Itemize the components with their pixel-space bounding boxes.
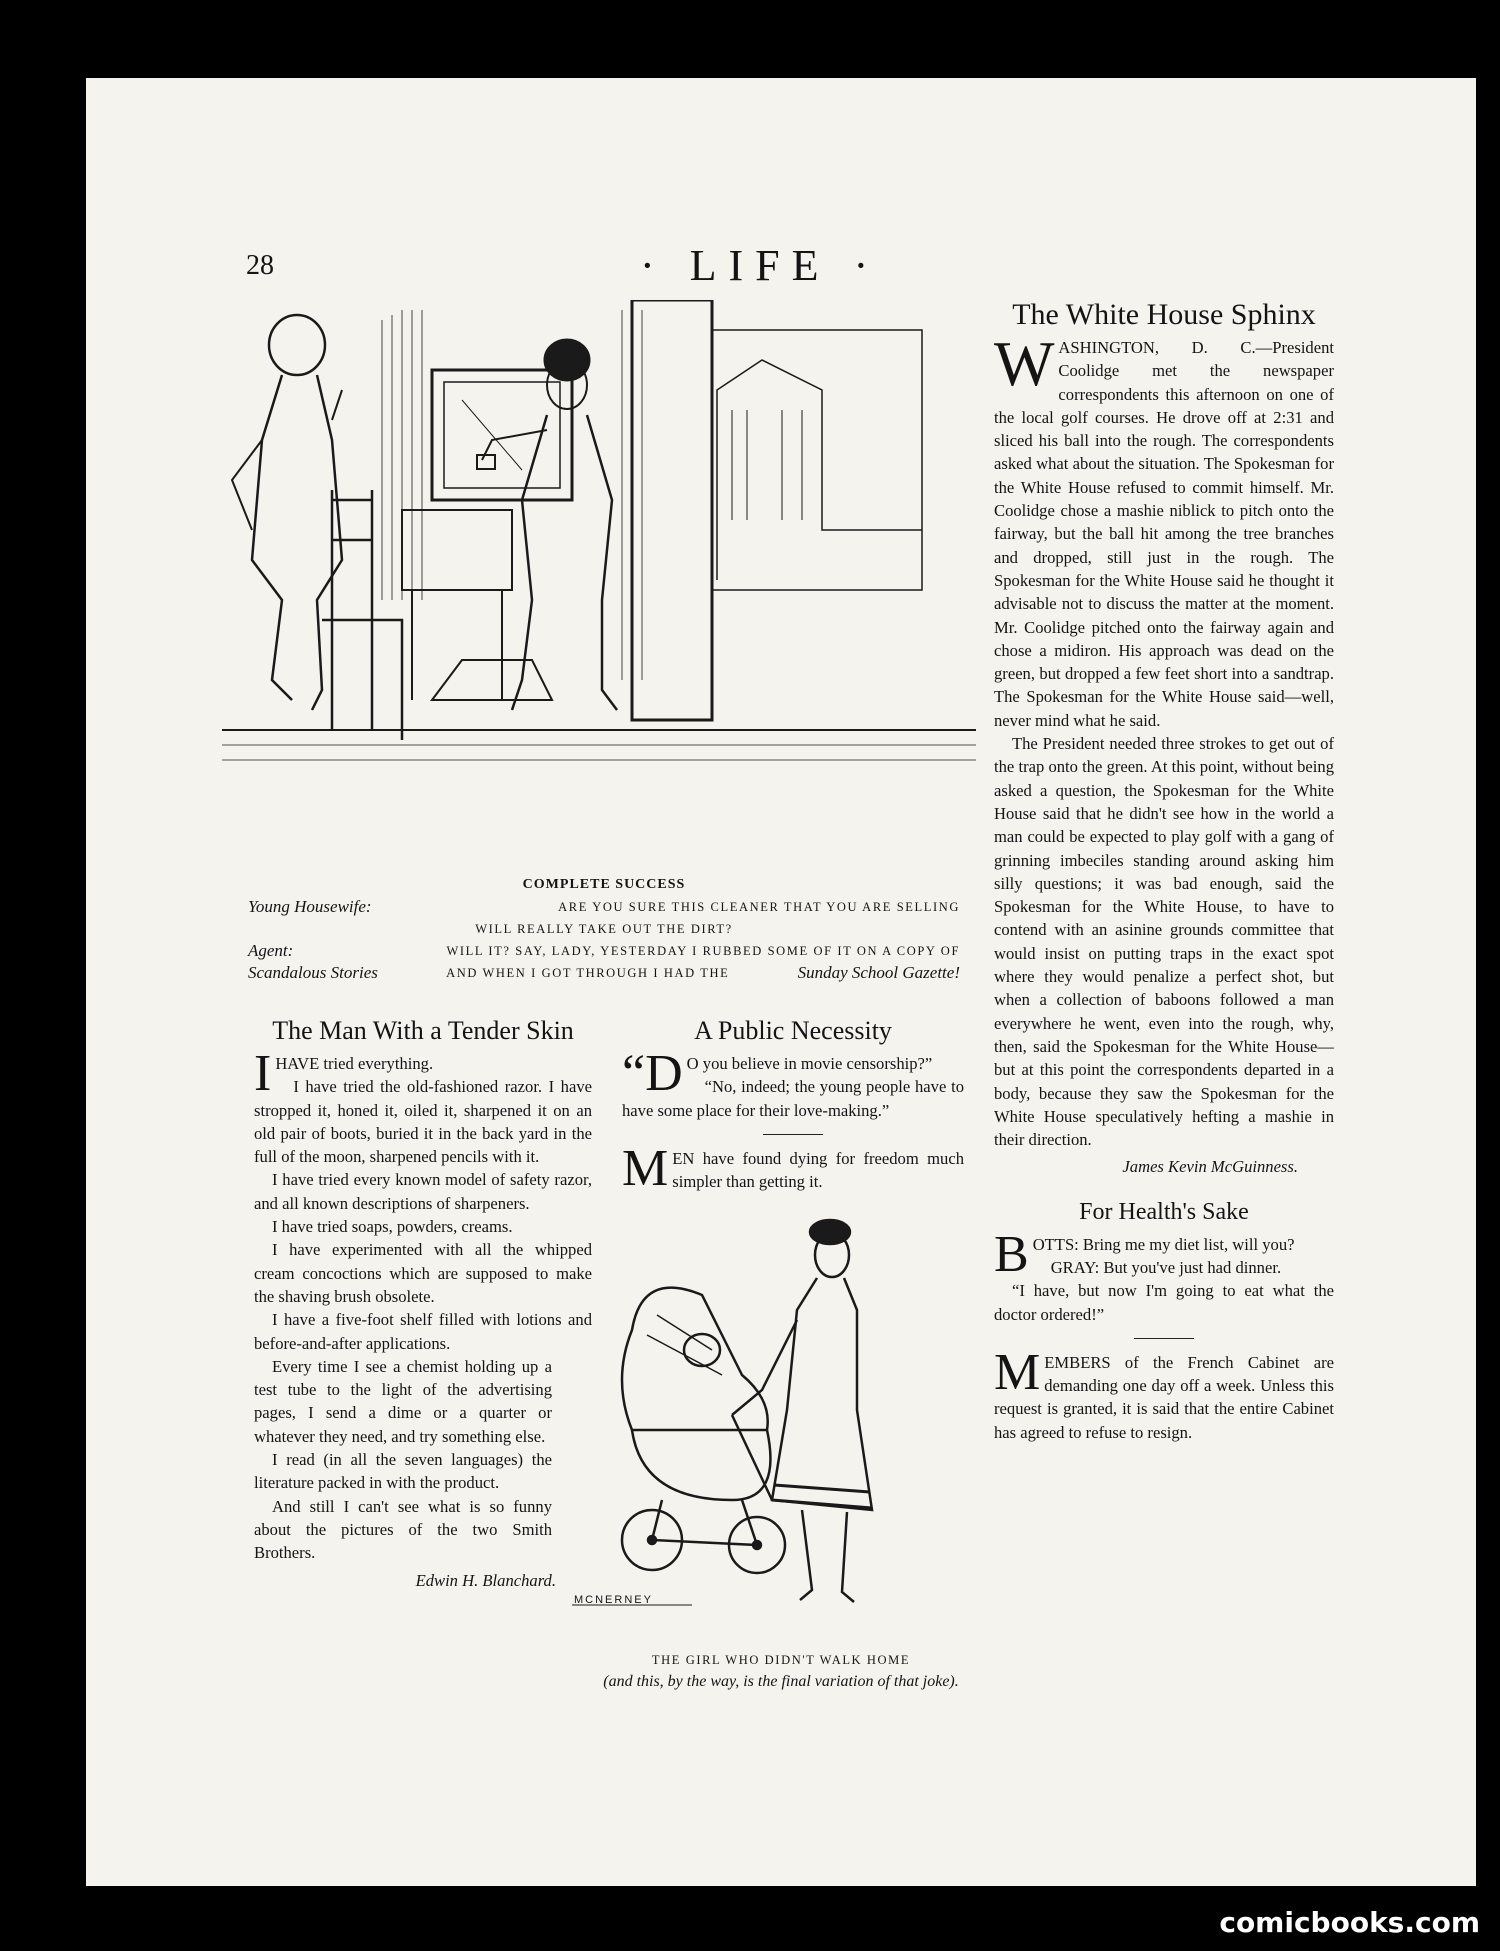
cartoon-pram-caption [600, 1650, 962, 1692]
cartoon-title: COMPLETE SUCCESS [522, 877, 686, 892]
paragraph: Every time I see a chemist holding up a test tube to the light of the advertising pages, I send a dime or a quarter or whatever they need, and try something else. [254, 1356, 552, 1446]
paragraph: I have experimented with all the whipped cream concoctions which are supposed to make the shaving brush obsolete. [254, 1240, 592, 1306]
caption-line-agent [248, 940, 960, 962]
item-men: MEN have found dying for freedom much simpler than getting it. [622, 1139, 964, 1197]
caption-main: THE GIRL WHO DIDN'T WALK HOME [651, 1653, 911, 1667]
caption-sub: (and this, by the way, is the final variation of that joke). [603, 1673, 959, 1690]
housewife-line-a: ARE YOU SURE THIS CLEANER THAT YOU ARE SELLING [558, 900, 960, 914]
speaker-housewife: Young Housewife: [248, 897, 372, 916]
item-french-cabinet: MEMBERS of the French Cabinet are demanding one day off a week. Unless this request is granted, it is said that the entire Cabinet has agreed to refuse to resign. [994, 1343, 1334, 1442]
headline-tender-skin: The Man With a Tender Skin [272, 1016, 574, 1045]
masthead: · LIFE · [640, 241, 881, 290]
dropcap: “D [622, 1045, 683, 1102]
headline-public-necessity: A Public Necessity [694, 1016, 892, 1045]
cartoon-signature: MCNERNEY [574, 1594, 653, 1606]
paragraph: “I have, but now I'm going to eat what the doctor ordered!” [994, 1281, 1334, 1324]
page-number: 28 [246, 250, 274, 281]
paragraph: “No, indeed; the young people have to have some place for their love-making.” [622, 1077, 964, 1120]
paragraph: I have tried soaps, powders, creams. [272, 1217, 513, 1237]
title-scandalous-stories: Scandalous Stories [248, 963, 378, 982]
agent-line-a: WILL IT? SAY, LADY, YESTERDAY I RUBBED SOME OF IT ON A COPY OF [446, 944, 960, 958]
housewife-line-b: WILL REALLY TAKE OUT THE DIRT? [475, 922, 733, 936]
paragraph: IHAVE tried everything. [254, 1045, 434, 1102]
article-public-necessity [622, 1016, 964, 1197]
dropcap: M [994, 1343, 1041, 1401]
article-tender-skin [254, 1016, 592, 1592]
paragraph: I have tried every known model of safety razor, and all known descriptions of sharpeners. [254, 1170, 592, 1213]
dropcap: W [994, 328, 1055, 399]
paragraph: I have a five-foot shelf filled with lotions and before-and-after applications. [254, 1310, 592, 1353]
cartoon-complete-success-caption [248, 874, 960, 984]
byline-blanchard: Edwin H. Blanchard. [415, 1570, 556, 1590]
caption-line-1 [248, 896, 960, 918]
dropcap: M [622, 1139, 669, 1197]
dropcap: I [254, 1045, 272, 1102]
cartoon-pram-illustration [572, 1200, 974, 1640]
paragraph: GRAY: But you've just had dinner. [1050, 1257, 1282, 1277]
headline-healths-sake: For Health's Sake [1079, 1198, 1249, 1225]
byline-mcguinness: James Kevin McGuinness. [1122, 1157, 1298, 1177]
caption-line-agent-2 [248, 962, 960, 984]
paragraph: WASHINGTON, D. C.—President Coolidge met the newspaper correspondents this afternoon on one of the local golf courses. He drove off at 2:31 and sliced his ball into the rough. The correspondents asked what about the situation. The Spokesman for the White House refused to commit himself. Mr. Coolidge chose a mashie niblick to pitch onto the fairway, but the ball hit among the tree branches and dropped, still just in the rough. The Spokesman for the White House said he thought it advisable not to discuss the matter at the moment. Mr. Coolidge pitched onto the fairway again and chose a midiron. His approach was dead on the green, but dropped a few feet short into a sandtrap. The Spokesman for the White House said—well, never mind what he said. [994, 328, 1334, 730]
dropcap: B [994, 1225, 1029, 1283]
paragraph: BOTTS: Bring me my diet list, will you? [994, 1225, 1295, 1283]
paragraph: “D O you believe in movie censorship?” [622, 1045, 933, 1102]
paragraph: I have tried the old-fashioned razor. I have stropped it, honed it, oiled it, sharpened it on an old pair of boots, buried it in the back yard in the full of the moon, sharpened pencils with it. [254, 1077, 592, 1167]
paragraph: The President needed three strokes to get out of the trap onto the green. At this point, without being asked a question, the Spokesman for the White House said that he didn't see how in the world a man could be expected to play golf with a gang of grinning imbeciles standing around asking him silly questions; it was bad enough, said the Spokesman for the White House, to have to contend with an asinine grounds committee that would insist on putting traps in the exact spot where they would penalize a perfect shot, but when a collection of baboons followed a man everywhere he went, even into the rough, why, then, said the Spokesman for the White House—but at this point the correspondents departed in a body, because they saw the Spokesman for the White House speculatively hefting a mashie in their direction. [994, 734, 1334, 1150]
watermark: comicbooks.com [1219, 1906, 1480, 1939]
paragraph: And still I can't see what is so funny about the pictures of the two Smith Brothers. [254, 1496, 552, 1563]
paragraph: I read (in all the seven languages) the literature packed in with the product. [254, 1450, 552, 1493]
cartoon-complete-success-illustration [222, 300, 976, 862]
divider [1134, 1338, 1194, 1339]
speaker-agent: Agent: [248, 941, 294, 960]
divider [763, 1134, 823, 1135]
article-white-house-sphinx [994, 300, 1334, 1444]
headline-white-house-sphinx: The White House Sphinx [1012, 298, 1316, 331]
agent-line-b: AND WHEN I GOT THROUGH I HAD THE [446, 966, 730, 980]
title-sunday-school-gazette: Sunday School Gazette! [797, 963, 960, 982]
